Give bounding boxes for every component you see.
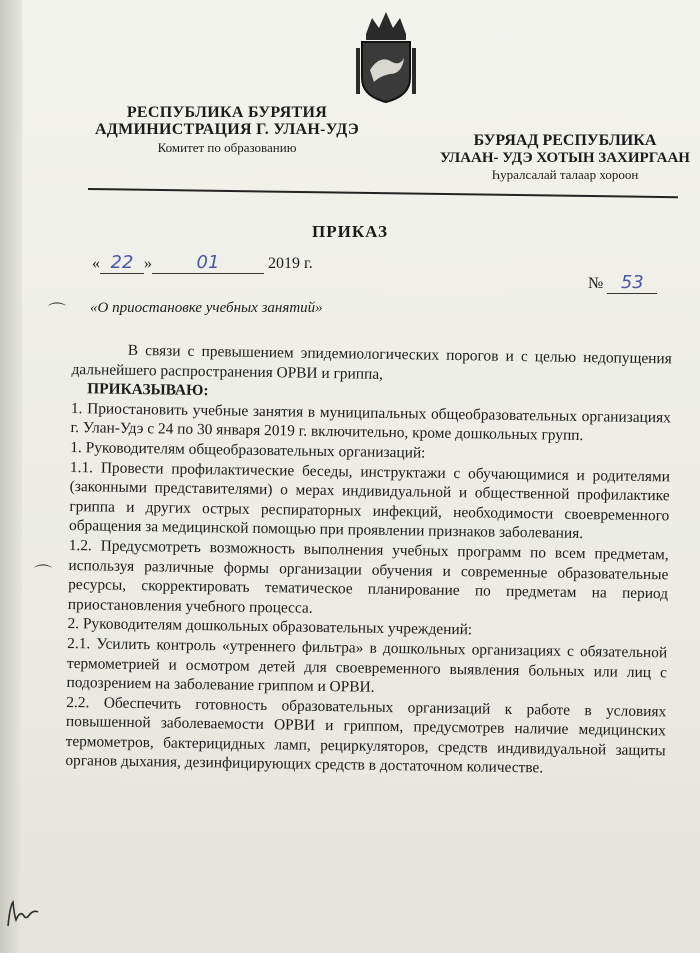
item-1-heading: 1. Руководителям общеобразовательных организаций: [70,438,426,462]
handwritten-initials-signature [4,896,42,930]
item-1-1-preventive-talks: 1.1. Провести профилактические беседы, инструктажи с обучающимися и родителями (законными представителями) о мерах индивидуальной и общественной профилактике гриппа и других острых респираторных инфекций, необходимости своевременного обращения за медицинской помощью при проявлении признаков заболевания. [68,458,671,543]
item-1-2-curriculum: 1.2. Предусмотреть возможность выполнения учебных программ по всем предметам, используя различные формы организации обучения и современные образовательные ресурсы, скорректировать тематическое планирование по предметам на период приостановления учебного процесса. [67,536,669,617]
committee-name-bua: Һуралсалай талаар хороон [491,167,639,182]
document-title: ПРИКАЗ [312,222,388,241]
order-date: « 22 » 01 2019 г. [92,252,313,273]
date-day: 22 [110,252,134,273]
letterhead-left [92,104,362,156]
number-value: 53 [607,272,657,294]
item-2-heading: 2. Руководителям дошкольных образовательных учреждений: [67,615,473,639]
item-2-2-readiness: 2.2. Обеспечить готовность образовательных организаций к работе в условиях повышенной заболеваемости ОРВИ и гриппом, предусмотрев наличие медицинских термометров, бактерицидных ламп, рециркуляторов, средств индивидуальной защиты органов дыхания, дезинфицирующих средств в достаточном количестве. [65,693,667,777]
intro-paragraph: В связи с превышением эпидемиологических порогов и с целью недопущения дальнейшего распространения ОРВИ и гриппа, [71,341,672,383]
order-subject: «О приостановке учебных занятий» [90,300,323,316]
city-coat-of-arms-emblem [352,8,420,104]
pen-tick-mark-icon: ⌒ [34,564,52,585]
date-year: 2019 г. [268,255,313,272]
item-1-suspend-classes: 1. Приостановить учебные занятия в муниципальных общеобразовательных организациях г. Улан-Удэ с 24 по 30 января 2019 г. включительно, кроме дошкольных групп. [70,399,671,445]
pen-tick-mark-icon: ⌒ [48,302,66,323]
number-sign: № [588,275,604,292]
order-number [588,272,657,294]
order-body [65,340,672,780]
date-month: 01 [196,252,220,273]
item-2-1-morning-filter: 2.1. Усилить контроль «утреннего фильтра» в дошкольных организациях с обязательной термометрией и осмотром детей для своевременного выявления больных или лиц с подозрением на заболевание гриппом и ОРВИ. [66,634,668,696]
committee-name-ru: Комитет по образованию [157,140,297,155]
order-word: ПРИКАЗЫВАЮ: [87,380,209,400]
letterhead-right [440,132,690,183]
administration-name-ru: АДМИНИСТРАЦИЯ Г. УЛАН-УДЭ [94,121,360,138]
header-divider [88,188,678,198]
republic-name-bua: БУРЯАД РЕСПУБЛИКА [473,132,657,149]
republic-name-ru: РЕСПУБЛИКА БУРЯТИЯ [126,104,328,121]
administration-name-bua: УЛААН- УДЭ ХОТЫН ЗАХИРГААН [440,150,690,166]
